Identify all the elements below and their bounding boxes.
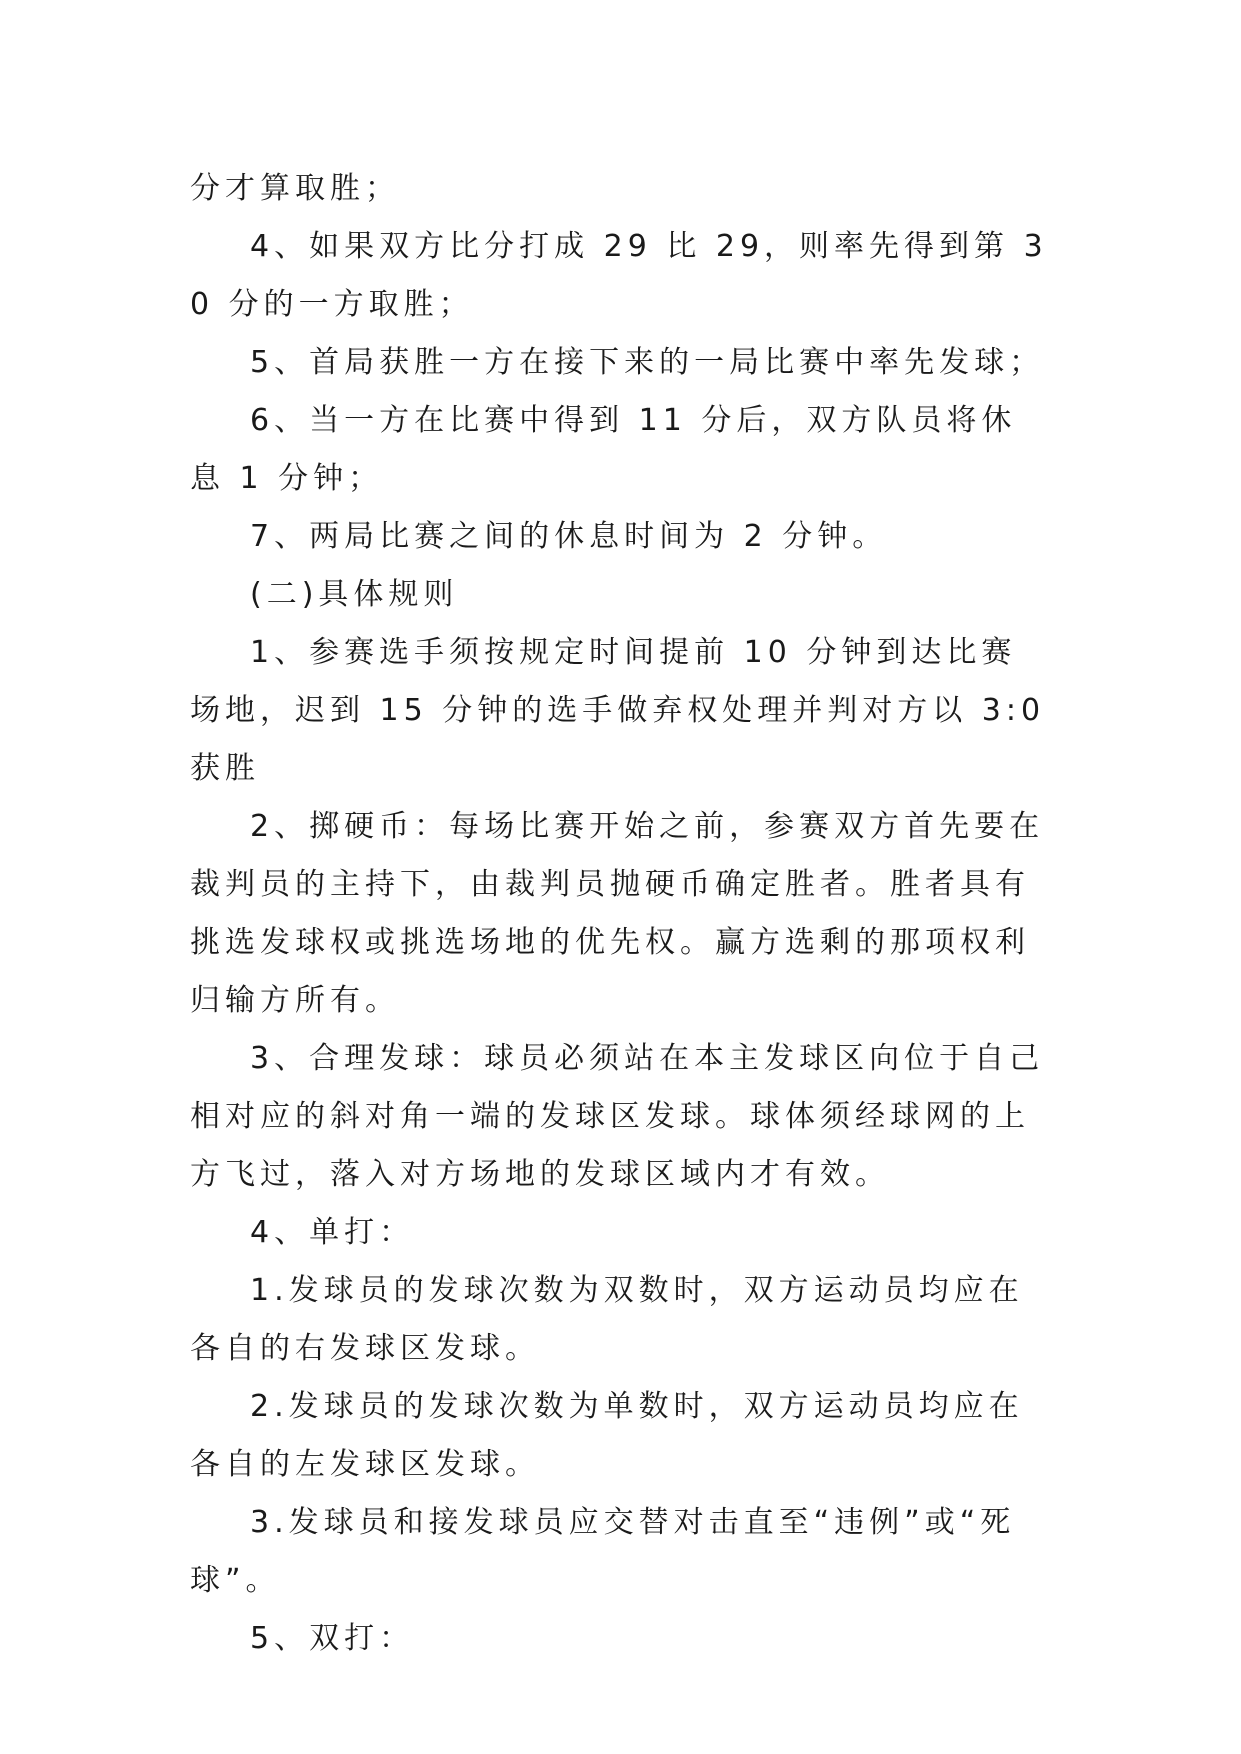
paragraph-specific-rule-3: 3、合理发球：球员必须站在本主发球区向位于自己相对应的斜对角一端的发球区发球。球体须经球网的上方飞过，落入对方场地的发球区域内才有效。 [190, 1041, 1045, 1192]
paragraph-singles-item-1: 1.发球员的发球次数为双数时，双方运动员均应在各自的右发球区发球。 [190, 1273, 1024, 1366]
paragraph-rule-7: 7、两局比赛之间的休息时间为 2 分钟。 [250, 519, 888, 554]
paragraph-singles-item-2: 2.发球员的发球次数为单数时，双方运动员均应在各自的左发球区发球。 [190, 1389, 1024, 1482]
paragraph-rule-4: 4、如果双方比分打成 29 比 29，则率先得到第 30 分的一方取胜； [190, 229, 1048, 322]
paragraph-rule-6: 6、当一方在比赛中得到 11 分后，双方队员将休息 1 分钟； [190, 403, 1017, 496]
document-body [190, 160, 1050, 1668]
paragraph-specific-rule-2: 2、掷硬币：每场比赛开始之前，参赛双方首先要在裁判员的主持下，由裁判员抛硬币确定胜者。胜者具有挑选发球权或挑选场地的优先权。赢方选剩的那项权利归输方所有。 [190, 809, 1045, 1018]
paragraph-specific-rule-1: 1、参赛选手须按规定时间提前 10 分钟到达比赛场地，迟到 15 分钟的选手做弃权处理并判对方以 3:0 获胜 [190, 635, 1046, 786]
paragraph-doubles-heading: 5、双打： [250, 1621, 415, 1656]
paragraph-continuation: 分才算取胜； [190, 171, 400, 206]
paragraph-rule-5: 5、首局获胜一方在接下来的一局比赛中率先发球； [250, 345, 1045, 380]
paragraph-singles-item-3: 3.发球员和接发球员应交替对击直至“违例”或“死球”。 [190, 1505, 1016, 1598]
section-heading-specific-rules: (二)具体规则 [250, 577, 459, 612]
paragraph-singles-heading: 4、单打： [250, 1215, 415, 1250]
